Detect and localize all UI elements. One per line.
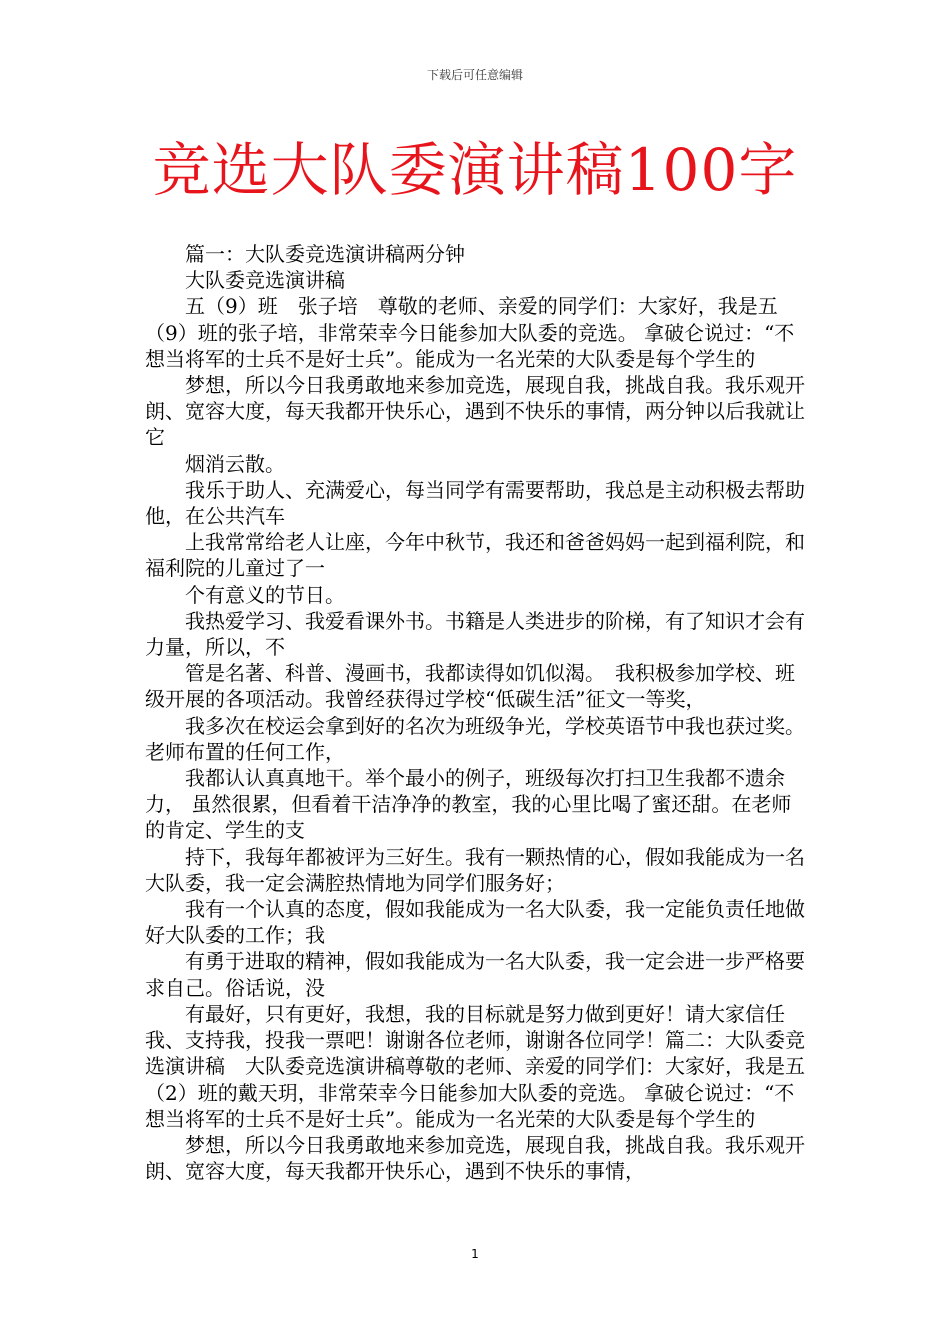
- paragraph: 有最好，只有更好，我想，我的目标就是努力做到更好！请大家信任我、支持我，投我一票吧！谢谢各位老师，谢谢各位同学！篇二：大队委竞选演讲稿 大队委竞选演讲稿尊敬的老师、亲爱的同学们：大家好，我是五（2）班的戴天玥，非常荣幸今日能参加大队委的竞选。 拿破仑说过：“不想当将军的士兵不是好士兵”。能成为一名光荣的大队委是每个学生的: [145, 1001, 805, 1131]
- paragraph: 我都认认真真地干。举个最小的例子，班级每次打扫卫生我都不遗余力， 虽然很累，但看着干洁净净的教室，我的心里比喝了蜜还甜。在老师的肯定、学生的支: [145, 766, 792, 843]
- paragraph: 我多次在校运会拿到好的名次为班级争光，学校英语节中我也获过奖。老师布置的任何工作，: [145, 713, 805, 764]
- paragraph: 管是名著、科普、漫画书，我都读得如饥似渴。 我积极参加学校、班级开展的各项活动。我曾经获得过学校“低碳生活”征文一等奖，: [145, 661, 795, 712]
- paragraph: 持下，我每年都被评为三好生。我有一颗热情的心，假如我能成为一名大队委，我一定会满腔热情地为同学们服务好；: [145, 844, 805, 895]
- page-number: 1: [471, 1247, 479, 1261]
- paragraph: 上我常常给老人让座，今年中秋节，我还和爸爸妈妈一起到福利院，和福利院的儿童过了一: [145, 530, 805, 581]
- document-body: [145, 241, 805, 1184]
- paragraph: 篇一：大队委竞选演讲稿两分钟: [185, 242, 465, 266]
- paragraph: 梦想，所以今日我勇敢地来参加竞选，展现自我，挑战自我。我乐观开朗、宽容大度，每天我都开快乐心，遇到不快乐的事情，两分钟以后我就让它: [145, 373, 805, 450]
- paragraph: 我乐于助人、充满爱心，每当同学有需要帮助，我总是主动积极去帮助他，在公共汽车: [145, 477, 805, 529]
- header-note: 下载后可任意编辑: [426, 68, 523, 82]
- paragraph: 大队委竞选演讲稿: [185, 268, 345, 293]
- document-title: 竞选大队委演讲稿100字: [152, 136, 798, 204]
- paragraph: 我有一个认真的态度，假如我能成为一名大队委，我一定能负责任地做好大队委的工作；我: [145, 897, 805, 948]
- paragraph: 有勇于进取的精神，假如我能成为一名大队委，我一定会进一步严格要求自己。俗话说，没: [145, 949, 805, 1000]
- paragraph: 梦想，所以今日我勇敢地来参加竞选，展现自我，挑战自我。我乐观开朗、宽容大度，每天我都开快乐心，遇到不快乐的事情，: [145, 1132, 805, 1184]
- paragraph: 个有意义的节日。: [185, 582, 345, 607]
- paragraph: 我热爱学习、我爱看课外书。书籍是人类进步的阶梯，有了知识才会有力量，所以，不: [145, 608, 805, 660]
- paragraph: 五（9）班 张子培 尊敬的老师、亲爱的同学们：大家好，我是五（9）班的张子培，非常荣幸今日能参加大队委的竞选。 拿破仑说过：“不想当将军的士兵不是好士兵”。能成为一名光荣的大队委是每个学生的: [145, 294, 795, 371]
- paragraph: 烟消云散。: [185, 451, 285, 476]
